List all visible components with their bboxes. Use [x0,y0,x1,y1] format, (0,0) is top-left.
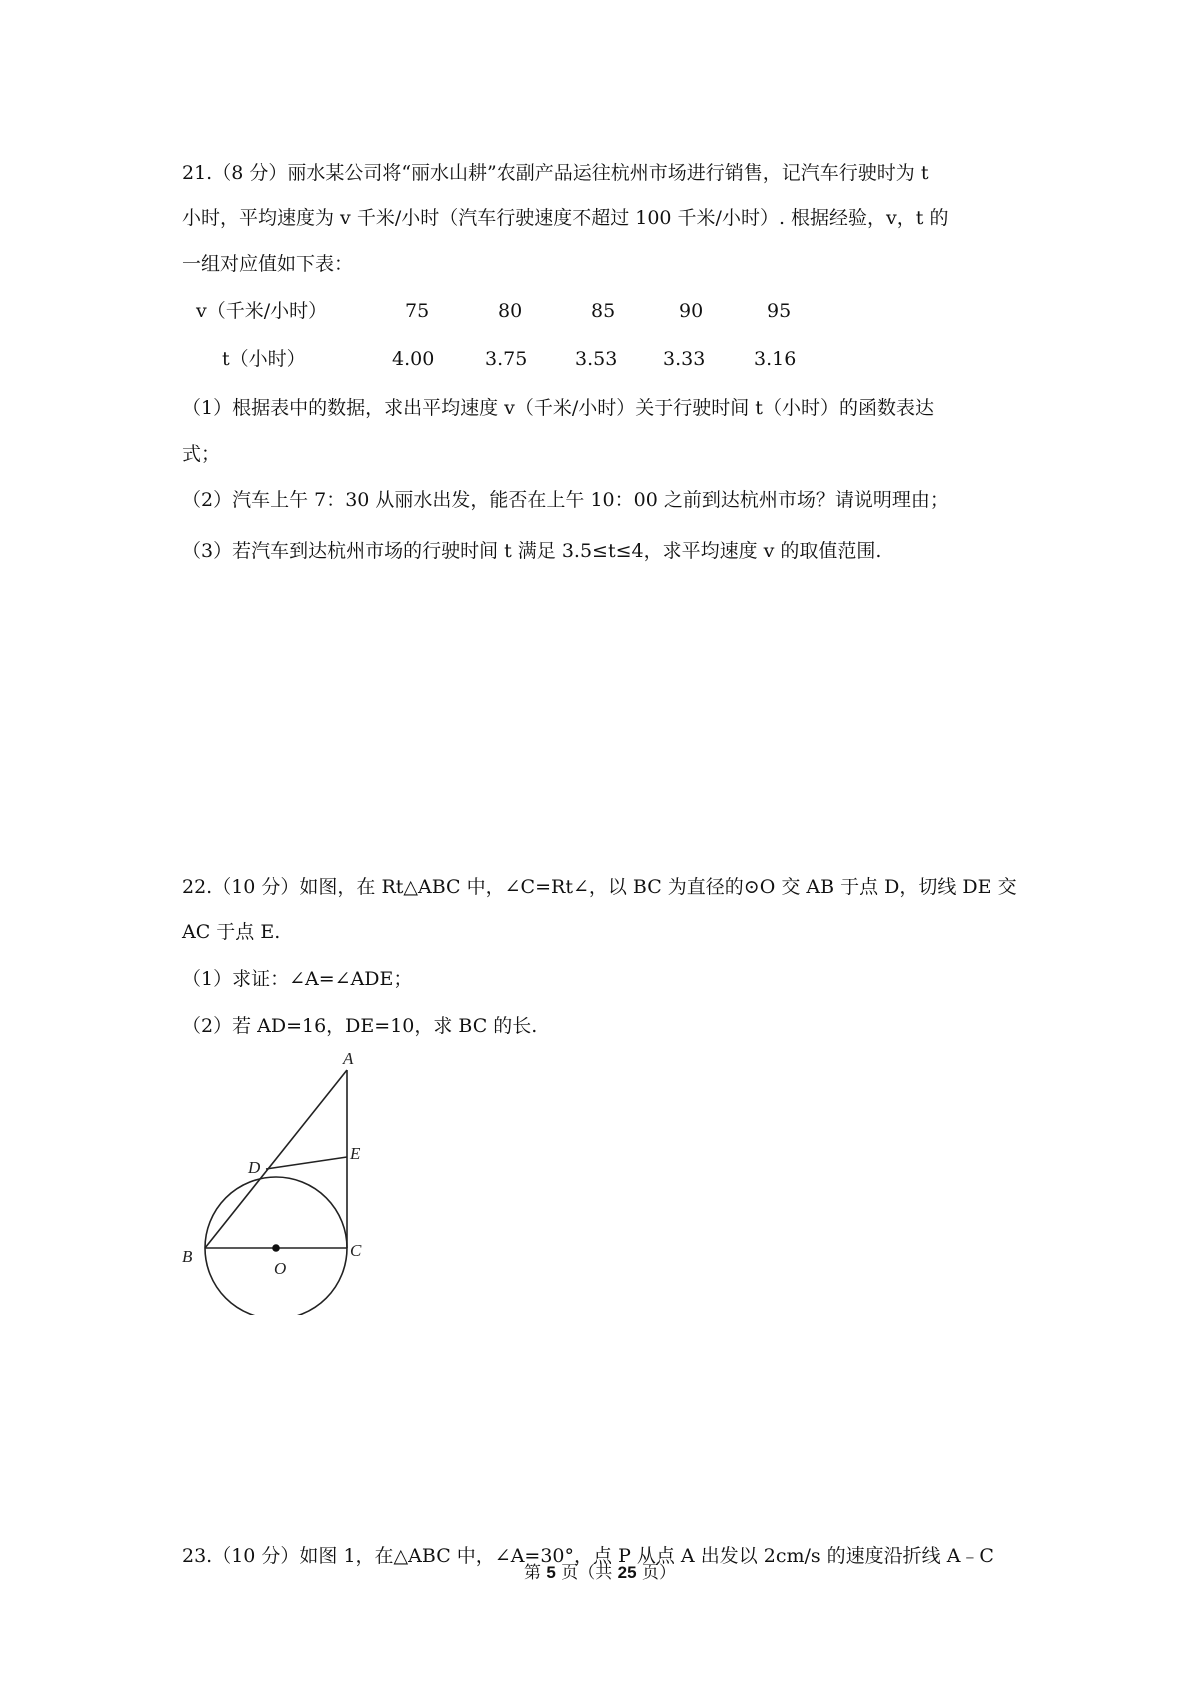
page-footer [0,1562,1200,1584]
q22-line-1: 22.（10 分）如图，在 Rt△ABC 中，∠C=Rt∠，以 BC 为直径的⊙O 交 AB 于点 D，切线 DE 交 [182,876,1017,898]
table-cell: 3.33 [663,348,706,370]
table-cell: 75 [405,300,430,322]
table-row-v-label: v（千米/小时） [196,300,328,322]
q21-line-3: 一组对应值如下表： [182,253,354,275]
q22-part-2: （2）若 AD=16，DE=10，求 BC 的长. [182,1015,538,1037]
table-row-t-label: t（小时） [222,348,306,370]
label-e: E [350,1144,361,1163]
q22-line-2: AC 于点 E. [182,921,281,943]
q21-part-3: （3）若汽车到达杭州市场的行驶时间 t 满足 3.5≤t≤4，求平均速度 v 的取值范围. [182,540,882,562]
label-c: C [350,1241,362,1260]
table-cell: 3.16 [754,348,797,370]
footer-page-number: 5 [546,1563,556,1582]
table-cell: 85 [591,300,616,322]
table-cell: 90 [679,300,704,322]
geometry-figure [170,1045,390,1315]
q21-line-2: 小时，平均速度为 v 千米/小时（汽车行驶速度不超过 100 千米/小时）. 根据经验，v，t 的 [182,207,949,229]
tangent-de [266,1157,347,1169]
q21-line-1: 21.（8 分）丽水某公司将“丽水山耕”农副产品运往杭州市场进行销售，记汽车行驶时为 t [182,162,929,184]
center-point-o [272,1244,280,1252]
table-cell: 95 [767,300,792,322]
footer-suffix: 页） [636,1563,676,1583]
table-cell: 3.53 [575,348,618,370]
q21-part-1a: （1）根据表中的数据，求出平均速度 v（千米/小时）关于行驶时间 t（小时）的函数表达 [182,397,934,419]
segment-ab [205,1070,347,1248]
table-cell: 80 [498,300,523,322]
footer-total-pages: 25 [617,1563,637,1582]
label-a: A [343,1049,354,1068]
label-b: B [182,1247,193,1266]
q21-part-1b: 式； [182,443,221,465]
table-cell: 3.75 [485,348,528,370]
label-o: O [274,1259,287,1278]
q22-part-1: （1）求证：∠A=∠ADE； [182,968,413,990]
table-cell: 4.00 [392,348,435,370]
footer-middle: 页（共 [555,1563,618,1583]
q23-line-1: 23.（10 分）如图 1，在△ABC 中，∠A=30°，点 P 从点 A 出发以 2cm/s 的速度沿折线 A﹣C [182,1545,994,1567]
q21-part-2: （2）汽车上午 7：30 从丽水出发，能否在上午 10：00 之前到达杭州市场？请说明理由； [182,489,949,511]
footer-prefix: 第 [523,1563,547,1583]
label-d: D [248,1158,261,1177]
